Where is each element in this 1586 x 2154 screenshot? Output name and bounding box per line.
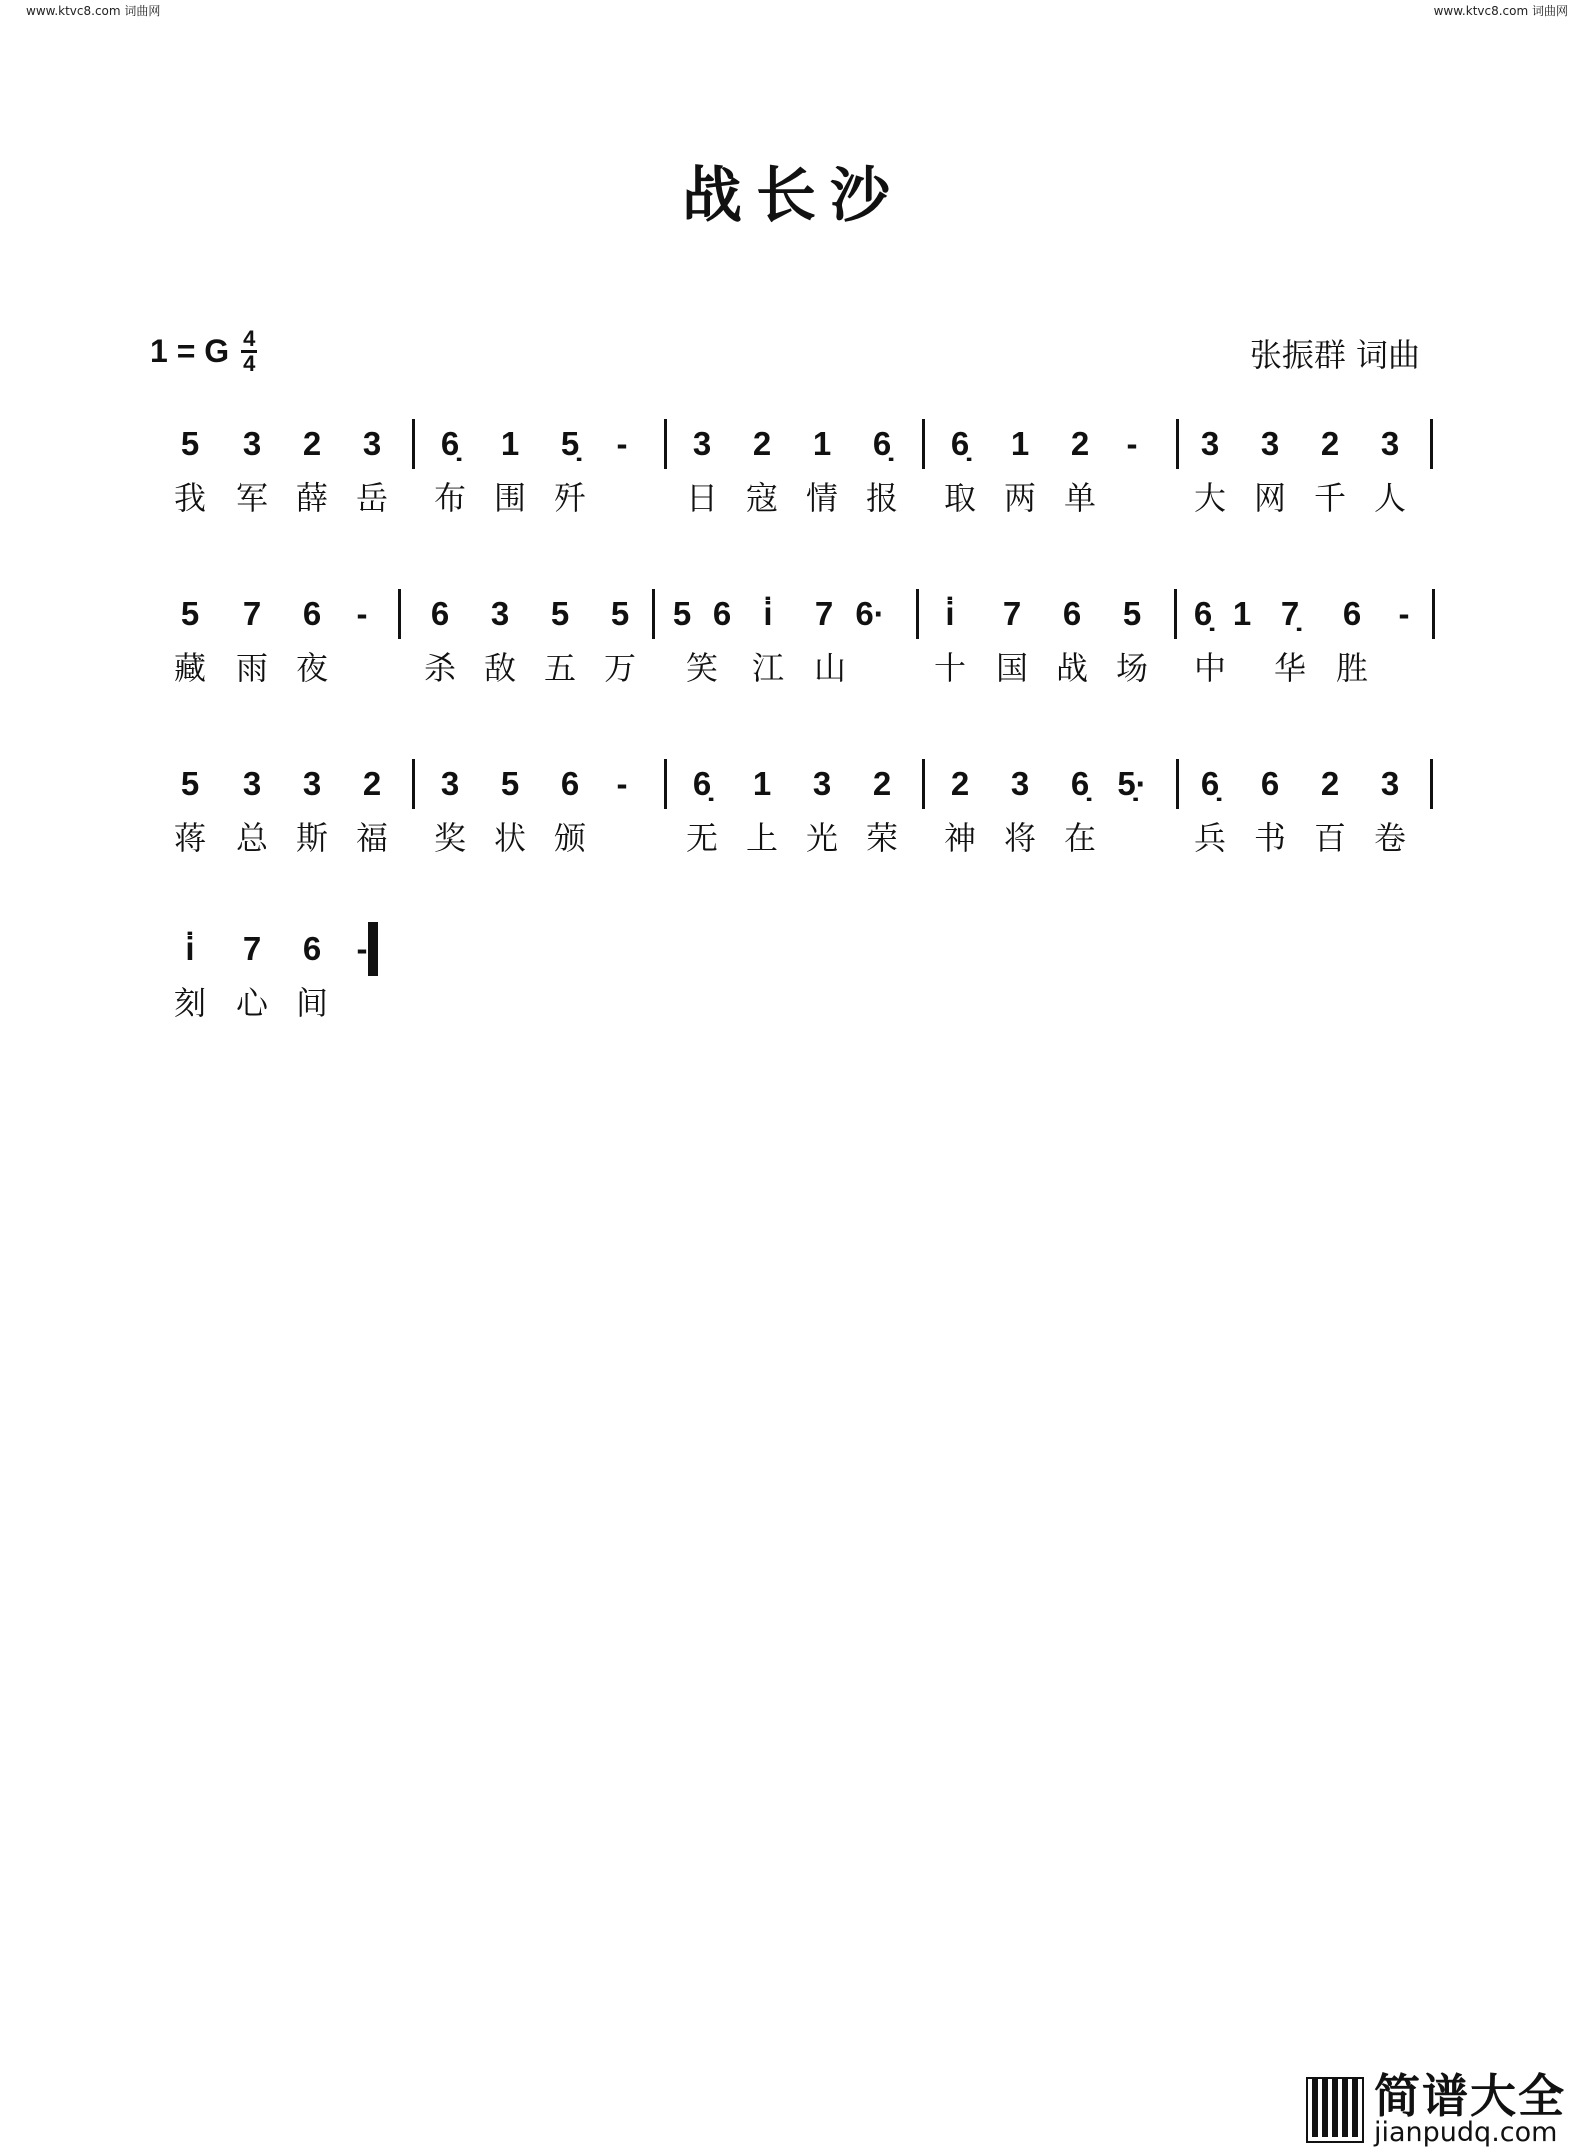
piano-icon (1306, 2077, 1364, 2143)
lyric-char: 布 (433, 479, 466, 517)
melody-note: 5 (550, 595, 570, 632)
melody-note: 2 (752, 425, 772, 462)
melody-note: - (616, 765, 628, 802)
melody-note: 3 (490, 595, 510, 632)
melody-note: i̇ (185, 930, 195, 967)
song-title: 战长沙 (682, 161, 904, 231)
melody-note: 5 (610, 595, 630, 632)
lyric-char: 岳 (355, 479, 388, 517)
lyric-char: 百 (1313, 819, 1346, 857)
melody-note: 7 (242, 930, 262, 967)
melody-note: 7 (242, 595, 262, 632)
barline (664, 759, 667, 809)
melody-note: 6 (1342, 595, 1362, 632)
melody-note: - (1126, 425, 1138, 462)
melody-note: 3 (242, 765, 262, 802)
melody-note: 5 (180, 765, 200, 802)
lyric-char: 中 (1193, 649, 1226, 687)
composer-credit: 张振群 词曲 (1249, 336, 1420, 374)
melody-note: 3 (1380, 425, 1400, 462)
barline (664, 419, 667, 469)
melody-note: 6 (302, 595, 322, 632)
lyric-char: 总 (235, 819, 268, 857)
melody-note: - (1398, 595, 1410, 632)
melody-note: 2 (872, 765, 892, 802)
melody-note: 6· (855, 595, 885, 632)
melody-note: 2 (1320, 765, 1340, 802)
lyric-char: 万 (603, 649, 636, 687)
melody-note: 6̣ (1193, 595, 1213, 632)
melody-note: 3 (1260, 425, 1280, 462)
watermark-right: www.ktvc8.com 词曲网 (1433, 4, 1568, 18)
melody-note: 2 (1070, 425, 1090, 462)
lyric-char: 军 (235, 479, 268, 517)
melody-note: 3 (362, 425, 382, 462)
lyric-char: 五 (543, 649, 576, 687)
melody-note: - (356, 930, 368, 967)
lyric-char: 蒋 (173, 819, 206, 857)
melody-note: 3 (1200, 425, 1220, 462)
melody-note: 5 (180, 595, 200, 632)
lyric-char: 书 (1253, 819, 1286, 857)
score-system (0, 765, 1586, 885)
lyric-char: 卷 (1373, 819, 1406, 857)
lyric-char: 围 (493, 479, 526, 517)
barline (398, 589, 401, 639)
melody-note: 3 (440, 765, 460, 802)
time-bottom: 4 (243, 351, 256, 376)
melody-note: 6 (430, 595, 450, 632)
key-label: 1 = G (150, 333, 230, 369)
lyric-char: 福 (355, 819, 388, 857)
melody-note: 3 (692, 425, 712, 462)
barline (652, 589, 655, 639)
lyric-char: 状 (493, 819, 526, 857)
melody-note: 2 (362, 765, 382, 802)
lyric-char: 华 (1273, 649, 1306, 687)
melody-note: i̇ (945, 595, 955, 632)
lyric-char: 薛 (295, 479, 328, 517)
melody-note: - (616, 425, 628, 462)
melody-note: 5 (180, 425, 200, 462)
lyric-char: 日 (685, 479, 718, 517)
melody-note: 7 (1002, 595, 1022, 632)
melody-note: 2 (302, 425, 322, 462)
melody-note: 1 (1010, 425, 1030, 462)
lyric-char: 战 (1055, 649, 1088, 687)
melody-note: 1 (812, 425, 832, 462)
melody-note: 7̣ (1280, 595, 1300, 632)
melody-note: 6 (302, 930, 322, 967)
melody-note: 2 (1320, 425, 1340, 462)
lyric-char: 大 (1193, 479, 1226, 517)
melody-note: 3 (1380, 765, 1400, 802)
lyric-char: 山 (813, 649, 846, 687)
score-system (0, 595, 1586, 715)
lyric-char: 千 (1313, 479, 1346, 517)
lyric-char: 人 (1373, 479, 1406, 517)
melody-note: 7 (814, 595, 834, 632)
melody-note: 1 (1232, 595, 1252, 632)
lyric-char: 单 (1063, 479, 1096, 517)
melody-note: 5̣ (560, 425, 580, 462)
lyric-char: 斯 (295, 819, 328, 857)
lyric-char: 笑 (685, 649, 718, 687)
lyric-char: 网 (1253, 479, 1286, 517)
lyric-char: 颁 (553, 819, 586, 857)
barline (922, 419, 925, 469)
melody-note: 6̣ (440, 425, 460, 462)
score-system (0, 425, 1586, 545)
lyric-char: 上 (745, 819, 778, 857)
lyric-char: 将 (1003, 819, 1036, 857)
key-signature (150, 328, 257, 375)
melody-note: 1 (752, 765, 772, 802)
lyric-char: 夜 (295, 649, 328, 687)
lyric-char: 光 (805, 819, 838, 857)
melody-note: 3 (302, 765, 322, 802)
barline (412, 759, 415, 809)
barline (1176, 419, 1179, 469)
lyric-char: 两 (1003, 479, 1036, 517)
melody-note: 6̣ (950, 425, 970, 462)
lyric-char: 胜 (1335, 649, 1368, 687)
lyric-char: 歼 (553, 479, 586, 517)
melody-note: 2 (950, 765, 970, 802)
melody-note: 3 (242, 425, 262, 462)
lyric-char: 间 (295, 984, 328, 1022)
lyric-char: 国 (995, 649, 1028, 687)
melody-note: 6̣ (1200, 765, 1220, 802)
footer-url: jianpudq.com (1374, 2117, 1558, 2148)
melody-note: 6 (712, 595, 732, 632)
barline (1432, 589, 1435, 639)
melody-note: 6 (560, 765, 580, 802)
score-system (0, 930, 1586, 1050)
lyric-char: 刻 (173, 984, 206, 1022)
melody-note: 6̣ (1070, 765, 1090, 802)
lyric-char: 在 (1063, 819, 1096, 857)
barline (916, 589, 919, 639)
barline (412, 419, 415, 469)
barline (1430, 759, 1433, 809)
lyric-char: 场 (1115, 649, 1148, 687)
lyric-char: 神 (943, 819, 976, 857)
barline (1430, 419, 1433, 469)
melody-note: 1 (500, 425, 520, 462)
lyric-char: 心 (235, 984, 268, 1022)
melody-note: 6 (1062, 595, 1082, 632)
melody-note: i̇ (763, 595, 773, 632)
melody-note: 5 (500, 765, 520, 802)
melody-note: 3 (1010, 765, 1030, 802)
lyric-char: 兵 (1193, 819, 1226, 857)
melody-note: - (356, 595, 368, 632)
lyric-char: 荣 (865, 819, 898, 857)
lyric-char: 取 (943, 479, 976, 517)
lyric-char: 无 (685, 819, 718, 857)
watermark-left: www.ktvc8.com 词曲网 (26, 4, 161, 18)
final-barline (368, 922, 378, 976)
lyric-char: 江 (751, 649, 784, 687)
time-top: 4 (243, 326, 256, 351)
lyric-char: 敌 (483, 649, 516, 687)
lyric-char: 奖 (433, 819, 466, 857)
footer-logo (1306, 2069, 1566, 2148)
lyric-char: 我 (173, 479, 206, 517)
melody-note: 3 (812, 765, 832, 802)
barline (1174, 589, 1177, 639)
time-signature (241, 328, 257, 375)
lyric-char: 寇 (745, 479, 778, 517)
melody-note: 5 (1122, 595, 1142, 632)
footer-brand: 简谱大全 (1374, 2069, 1566, 2123)
lyric-char: 情 (805, 479, 838, 517)
melody-note: 6̣ (692, 765, 712, 802)
melody-note: 6 (1260, 765, 1280, 802)
melody-note: 5̣· (1117, 765, 1147, 802)
lyric-char: 报 (865, 479, 898, 517)
barline (1176, 759, 1179, 809)
lyric-char: 杀 (423, 649, 456, 687)
lyric-char: 雨 (235, 649, 268, 687)
lyric-char: 十 (933, 649, 966, 687)
barline (922, 759, 925, 809)
lyric-char: 藏 (173, 649, 206, 687)
melody-note: 5 (672, 595, 692, 632)
melody-note: 6̣ (872, 425, 892, 462)
